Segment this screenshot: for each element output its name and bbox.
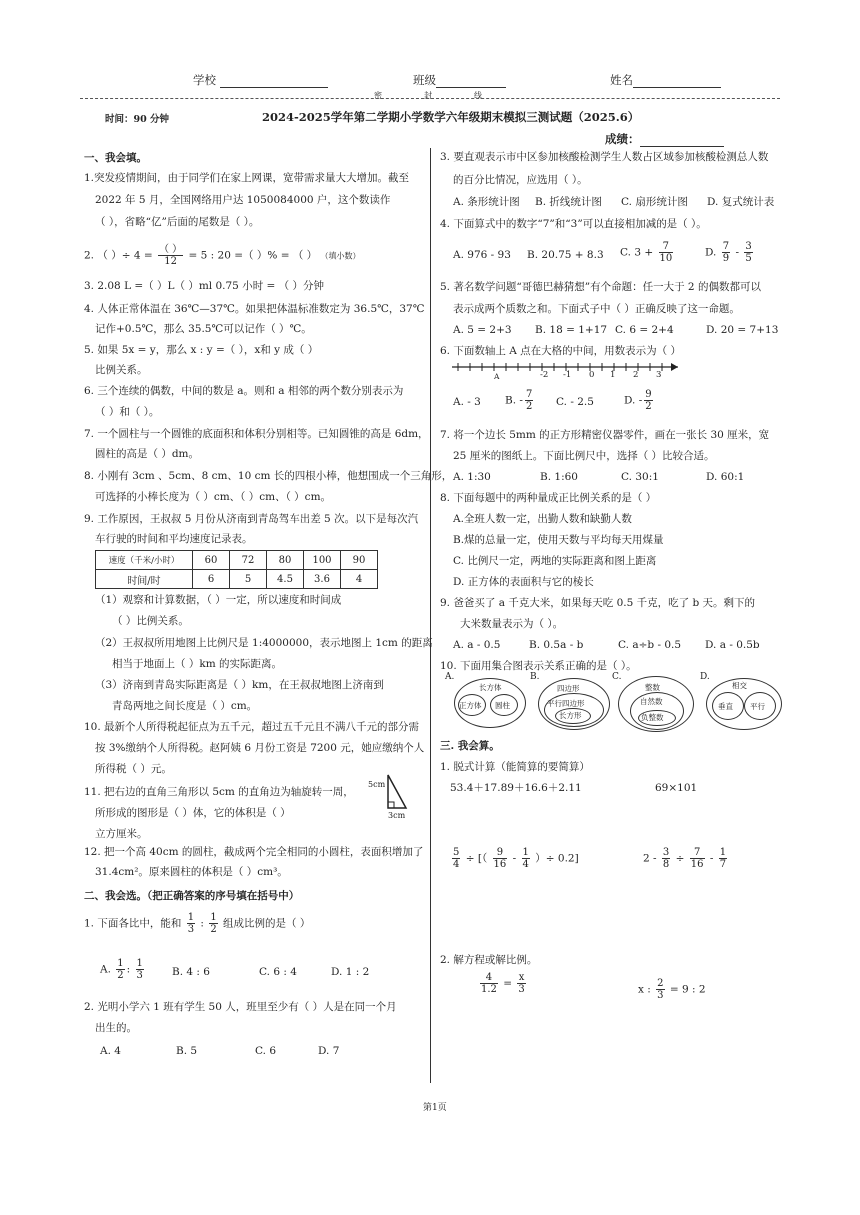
s2-q7-line1: 7. 将一个边长 5mm 的正方形精密仪器零件，画在一张长 30 厘米，宽 [440,429,770,441]
venn-option-d[interactable] [700,674,780,730]
venn-a-letter: A. [445,672,455,682]
eq-2-fraction: $\frac{2}{3}$ [657,978,664,1001]
q12-line2: 31.4cm²。原来圆柱的体积是（ ）cm³。 [95,866,288,878]
venn-option-a[interactable] [446,674,526,730]
venn-a-inner-1-label: 正方体 [459,701,482,710]
s2-q2-line1: 2. 光明小学六 1 班有学生 50 人，班里至少有（ ）人是在同一个月 [84,1001,397,1013]
s2-q8: 8. 下面每题中的两种量成正比例关系的是（ ） [440,492,657,504]
venn-a-inner-2-label: 圆柱 [495,701,510,710]
q9-sub3: （3）济南到青岛实际距离是（ ）km，在王叔叔地图上济南到 [95,679,384,691]
q9-sub1-line2: （ ）比例关系。 [112,615,189,627]
eq-1-left-fraction: $\frac{4}{1.2}$ [481,972,497,995]
s2-q7-option-c[interactable]: C. 30:1 [621,471,659,483]
q2-fraction: $\frac{( )}{12}$ [159,244,183,267]
venn-b-inner-label: 长方形 [559,711,582,720]
calc-3-fraction-3: $\frac{1}{4}$ [522,847,529,870]
name-blank[interactable] [633,75,721,88]
table-cell: 60 [193,551,230,570]
section1-title: 一、我会填。 [84,152,147,164]
q10-line3: 所得税（ ）元。 [95,763,172,775]
option-d-fraction-2: $\frac{3}{5}$ [745,241,752,264]
q9-line1: 9. 工作原因，王叔叔 5 月份从济南到青岛驾车出差 5 次。以下是每次汽 [84,513,419,525]
s2-q9-line2: 大米数量表示为（ ）。 [460,618,564,630]
s2-q4-option-c[interactable]: C. 3 + $\frac{7}{10}$ [620,241,673,264]
equation-1: $\frac{4}{1.2}$ = $\frac{x}{3}$ [481,972,525,995]
s2-q3-line1: 3. 要直观表示市中区参加核酸检测学生人数占区域参加核酸检测总人数 [440,151,769,163]
q9-sub2: （2）王叔叔所用地图上比例尺是 1:4000000，表示地图上 1cm 的距离 [95,637,433,649]
option-d-fraction: $\frac{9}{2}$ [645,389,652,412]
equation-heading: 2. 解方程或解比例。 [440,954,538,966]
name-label: 姓名 [610,72,721,88]
s2-q5-line2: 表示成两个质数之和。下面式子中（ ）正确反映了这一命题。 [453,303,740,315]
class-blank[interactable] [436,75,506,88]
s2-q3-option-d[interactable]: D. 复式统计表 [707,196,775,208]
s2-q4-option-d[interactable]: D. $\frac{7}{9}$ - $\frac{3}{5}$ [705,241,752,264]
venn-option-c[interactable] [612,674,692,732]
s2-q9-line1: 9. 爸爸买了 a 千克大米，如果每天吃 0.5 千克，吃了 b 天。剩下的 [440,597,756,609]
table-cell: 80 [267,551,304,570]
table-cell: 6 [193,570,230,589]
q1-line2: 2022 年 5 月，全国网络用户达 1050084000 户，这个数读作 [95,194,391,206]
s2-q9-option-a[interactable]: A. a - 0.5 [453,639,501,651]
s2-q7-line2: 25 厘米的图纸上。下面比例尺中，选择（ ）比较合适。 [453,450,715,462]
s2-q8-option-b[interactable]: B.煤的总量一定，使用天数与平均每天用煤量 [453,534,664,546]
s2-q2-option-b[interactable]: B. 5 [176,1045,198,1057]
s2-q6-option-a[interactable]: A. - 3 [453,396,481,408]
school-label: 学校 [193,72,328,88]
s2-q5-line1: 5. 著名数学问题“哥德巴赫猜想”有个命题：任一大于 2 的偶数都可以 [440,281,761,293]
calc-4-fraction-2: $\frac{7}{16}$ [690,847,704,870]
q8-line2: 可选择的小棒长度为（ ）cm、（ ）cm、（ ）cm。 [95,491,332,503]
school-blank[interactable] [220,75,328,88]
q11-line1: 11. 把右边的直角三角形以 5cm 的直角边为轴旋转一周， [84,786,354,798]
q6-line2: （ ）和（ ）。 [95,406,160,418]
speed-table [95,550,378,589]
table-cell: 时间/时 [96,570,193,589]
calc-3-fraction-2: $\frac{9}{16}$ [493,847,507,870]
s2-q8-option-a[interactable]: A.全班人数一定，出勤人数和缺勤人数 [453,513,632,525]
s2-q9-option-c[interactable]: C. a÷b - 0.5 [618,639,682,651]
s2-q6-option-d[interactable]: D. - $\frac{9}{2}$ [624,389,652,412]
table-cell: 72 [230,551,267,570]
s2-q1-option-c[interactable]: C. 6 : 4 [259,966,297,978]
venn-c-middle-label: 自然数 [640,697,663,706]
table-cell: 90 [341,551,378,570]
s2-q5-option-d[interactable]: D. 20 = 7+13 [706,324,779,336]
class-label: 班级 [413,72,506,88]
s2-q6-option-b[interactable]: B. - $\frac{7}{2}$ [505,389,533,412]
q5-line1: 5. 如果 5x = y，那么 x : y =（ ），x和 y 成（ ） [84,344,319,356]
numline-label: -2 [540,370,549,380]
score-blank[interactable] [640,134,724,147]
option-a-fraction-2: $\frac{1}{3}$ [136,958,143,981]
q2: 2. （ ）÷ 4 = $\frac{( )}{12}$ = 5 : 20 =（ ）% = （ ） （填小数） [84,244,361,267]
section3-title: 三. 我会算。 [440,740,500,752]
s2-q2-line2: 出生的。 [95,1022,137,1034]
s2-q8-option-c[interactable]: C. 比例尺一定，两地的实际距离和图上距离 [453,555,657,567]
calc-3-fraction-1: $\frac{5}{4}$ [453,847,460,870]
q1-line1: 1.突发疫情期间，由于同学们在家上网课，宽带需求量大大增加。截至 [84,172,410,184]
venn-c-letter: C. [612,672,622,682]
venn-d-letter: D. [700,672,710,682]
s2-q1-fraction-1: $\frac{1}{3}$ [187,912,195,935]
s2-q7-option-b[interactable]: B. 1:60 [540,471,578,483]
calc-4-fraction-1: $\frac{3}{8}$ [662,847,670,870]
s2-q10: 10. 下面用集合图表示关系正确的是（ ）。 [440,660,637,672]
numline-label: 3 [656,370,662,380]
s2-q1: 1. 下面各比中，能和 $\frac{1}{3}$ : $\frac{1}{2}$ 组成比例的是（ ） [84,912,311,935]
table-cell: 速度（千米/小时） [96,551,193,570]
calc-3: $\frac{5}{4}$ ÷ [（ $\frac{9}{16}$ - $\frac{1}{4}$ ）÷ 0.2] [453,847,579,870]
page-number: 第1页 [423,1103,447,1113]
q1-line3: （ ），省略“亿”后面的尾数是（ ）。 [95,216,260,228]
venn-a-outer-label: 长方体 [479,683,502,692]
s2-q7-option-d[interactable]: D. 60:1 [706,471,745,483]
q4-line2: 记作+0.5℃，那么 35.5℃可以记作（ ）℃。 [95,323,312,335]
triangle-side-label: 5cm [368,780,386,789]
q8-line1: 8. 小刚有 3cm 、5cm、8 cm、10 cm 长的四根小棒，他想围成一个三角形， [84,470,453,482]
venn-c-outer-label: 整数 [645,683,660,692]
venn-b-letter: B. [530,672,540,682]
s2-q2-option-a[interactable]: A. 4 [100,1045,121,1057]
calc-heading: 1. 脱式计算（能简算的要简算） [440,761,590,773]
venn-b-middle-label: 平行四边形 [547,699,585,708]
s2-q7-option-a[interactable]: A. 1:30 [453,471,491,483]
venn-d-inner-1-label: 垂直 [718,702,733,711]
q5-line2: 比例关系。 [95,364,148,376]
seal-char-3: 线 [474,91,484,100]
q3: 3. 2.08 L =（ ）L（ ）ml 0.75 小时 = （ ）分钟 [84,280,325,292]
table-cell: 4.5 [267,570,304,589]
s2-q8-option-d[interactable]: D. 正方体的表面积与它的棱长 [453,576,594,588]
venn-b-outer-label: 四边形 [557,684,580,693]
q9-line2: 车行驶的时间和平均速度记录表。 [95,533,253,545]
numline-label: -1 [563,370,572,380]
table-cell: 3.6 [304,570,341,589]
seal-char-2: 封 [424,91,434,100]
q10-line1: 10. 最新个人所得税起征点为五千元，超过五千元且不满八千元的部分需 [84,721,420,733]
s2-q9-option-b[interactable]: B. 0.5a - b [529,639,584,651]
numline-label: 0 [589,370,595,380]
q7-line2: 圆柱的高是（ ）dm。 [95,448,200,460]
q9-sub1: （1）观察和计算数据，（ ）一定，所以速度和时间成 [95,594,342,606]
venn-option-b[interactable] [530,674,610,730]
s2-q1-fraction-2: $\frac{1}{2}$ [210,912,217,935]
q4-line1: 4. 人体正常体温在 36℃—37℃。如果把体温标准数定为 36.5℃，37℃ [84,303,425,315]
exam-title: 2024-2025学年第二学期小学数学六年级期末模拟三测试题（2025.6） [262,110,640,124]
table-row [96,570,378,589]
venn-c-inner-label: 负整数 [641,713,664,722]
numline-label-a: A [494,372,500,381]
column-divider [430,148,431,1083]
option-a-fraction-1: $\frac{1}{2}$ [117,958,124,981]
triangle-base-label: 3cm [388,811,406,820]
time-label: 时间：90 分钟 [105,114,170,125]
section2-title: 二、我会选。（把正确答案的序号填在括号中） [84,890,300,902]
q9-sub2-line2: 相当于地面上（ ）km 的实际距离。 [112,658,282,670]
s2-q6: 6. 下面数轴上 A 点在大格的中间，用数表示为（ ） [440,345,681,357]
q10-line2: 按 3%缴纳个人所得税。赵阿姨 6 月份工资是 7200 元，她应缴纳个人 [95,742,425,754]
q11-line3: 立方厘米。 [95,828,148,840]
calc-1: 53.4＋17.89＋16.6＋2.11 [450,782,582,794]
s2-q3-line2: 的百分比情况，应选用（ ）。 [453,174,588,186]
s2-q3-option-a[interactable]: A. 条形统计图 [453,196,520,208]
calc-2: 69×101 [655,782,698,794]
s2-q4: 4. 下面算式中的数字“7”和“3”可以直接相加减的是（ ）。 [440,218,707,230]
option-b-fraction: $\frac{7}{2}$ [525,389,533,412]
s2-q2-option-c[interactable]: C. 6 [255,1045,277,1057]
venn-d-outer-label: 相交 [732,681,747,690]
table-cell: 100 [304,551,341,570]
seal-char-1: 密 [374,91,384,100]
s2-q4-option-b[interactable]: B. 20.75 + 8.3 [527,249,604,261]
eq-1-right-fraction: $\frac{x}{3}$ [518,972,525,995]
s2-q1-option-b[interactable]: B. 4 : 6 [172,966,210,978]
s2-q6-option-c[interactable]: C. - 2.5 [556,396,594,408]
option-c-fraction: $\frac{7}{10}$ [659,241,673,264]
calc-4: 2 - $\frac{3}{8}$ ÷ $\frac{7}{16}$ - $\frac{1}{7}$ [643,847,727,870]
s2-q1-option-d[interactable]: D. 1 : 2 [331,966,370,978]
s2-q4-option-a[interactable]: A. 976 - 93 [453,249,511,261]
score-label: 成绩： [605,131,724,147]
q11-line2: 所形成的图形是（ ）体，它的体积是（ ） [95,807,291,819]
table-cell: 4 [341,570,378,589]
q12-line1: 12. 把一个高 40cm 的圆柱，截成两个完全相同的小圆柱，表面积增加了 [84,846,424,858]
table-cell: 5 [230,570,267,589]
venn-d-inner-2-label: 平行 [750,702,765,711]
option-d-fraction-1: $\frac{7}{9}$ [722,241,730,264]
s2-q5-option-c[interactable]: C. 6 = 2+4 [615,324,674,336]
q6-line1: 6. 三个连续的偶数，中间的数是 a。则和 a 相邻的两个数分别表示为 [84,385,404,397]
q9-sub3-line2: 青岛两地之间长度是（ ）cm。 [112,700,258,712]
s2-q3-option-b[interactable]: B. 折线统计图 [535,196,602,208]
numline-label: 2 [633,370,639,380]
seal-line [80,98,780,99]
s2-q5-option-b[interactable]: B. 18 = 1+17 [535,324,608,336]
s2-q5-option-a[interactable]: A. 5 = 2+3 [453,324,512,336]
q7-line1: 7. 一个圆柱与一个圆锥的底面积和体积分别相等。已知圆锥的高是 6dm， [84,428,429,440]
table-row [96,551,378,570]
s2-q3-option-c[interactable]: C. 扇形统计图 [621,196,688,208]
numline-label: 1 [610,370,616,380]
calc-4-fraction-3: $\frac{1}{7}$ [719,847,727,870]
s2-q9-option-d[interactable]: D. a - 0.5b [705,639,760,651]
s2-q1-option-a[interactable]: A. $\frac{1}{2}$ : $\frac{1}{3}$ [100,958,143,981]
s2-q2-option-d[interactable]: D. 7 [318,1045,340,1057]
equation-2: x : $\frac{2}{3}$ = 9 : 2 [638,978,706,1001]
